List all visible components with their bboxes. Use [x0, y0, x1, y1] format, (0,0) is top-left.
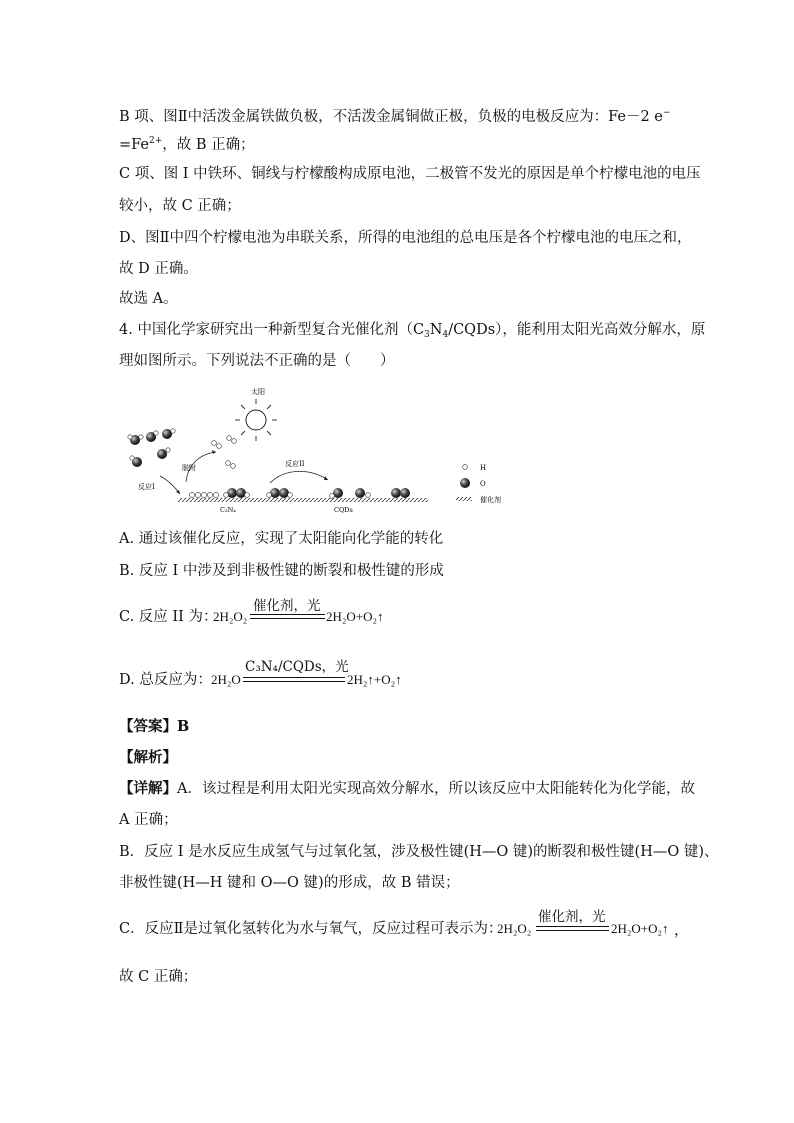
line-c2: 较小，故 C 正确； — [119, 198, 241, 214]
analysis-c-line1: C．反应Ⅱ是过氧化氢转化为水与氧气，反应过程可表示为： — [119, 921, 503, 937]
h2o2-on-c3n4 — [224, 488, 293, 498]
analysis-b-line2: 非极性键(H—H 键和 O—O 键)的形成，故 B 错误； — [119, 875, 460, 891]
line-e1: 故选 A。 — [119, 291, 178, 307]
option-c: C. 反应 II 为： — [119, 609, 218, 625]
eq-x-arrow — [536, 926, 609, 931]
eq-c-condition: 催化剂，光 — [253, 598, 321, 614]
desorb-label: 脱附 — [182, 464, 196, 472]
eq-c-arrow — [250, 614, 325, 619]
eq-d-left: 2H₂O — [211, 672, 241, 687]
question-4-line2: 理如图所示。下列说法不正确的是（ ） — [119, 353, 395, 369]
eq-d-arrow — [243, 677, 345, 682]
eq-d-condition: C₃N₄/CQDs，光 — [245, 659, 349, 675]
catalyst-surface — [178, 498, 428, 502]
line-d2: 故 D 正确。 — [119, 261, 198, 277]
line-d1: D、图Ⅱ中四个柠檬电池为串联关系，所得的电池组的总电压是各个柠檬电池的电压之和， — [119, 230, 692, 246]
reaction-2-label: 反应II — [285, 460, 305, 468]
cqds-label: CQDs — [334, 506, 353, 514]
option-a: A. 通过该催化反应，实现了太阳能向化学能的转化 — [119, 531, 444, 547]
photocatalysis-diagram — [120, 380, 540, 520]
analysis-heading: 【解析】 — [119, 749, 177, 766]
line-b2: $=Fe^{2+}$，故 B 正确； — [119, 136, 255, 153]
svg-text:H: H — [480, 464, 487, 472]
line-c1: C 项、图 I 中铁环、铜线与柠檬酸构成原电池，二极管不发光的原因是单个柠檬电池的电压 — [119, 166, 701, 182]
products-on-cqds — [330, 488, 410, 498]
analysis-a-line2: A 正确； — [119, 812, 178, 828]
c3n4-label: C₃N₄ — [220, 506, 236, 514]
option-d: D. 总反应为： — [119, 672, 212, 688]
svg-text:催化剂: 催化剂 — [480, 496, 501, 504]
eq-x-tail: ， — [674, 923, 689, 939]
eq-c-left: 2H₂O₂ — [213, 609, 248, 624]
eq-d-right: 2H₂↑+O₂↑ — [347, 672, 402, 687]
answer: 【答案】B — [119, 718, 190, 735]
reaction-1-label: 反应I — [138, 483, 155, 491]
question-4-line1: 4. 中国化学家研究出一种新型复合光催化剂$(C_3N_4/CQDs)$，能利用太阳光高效分解水，原 — [119, 322, 706, 340]
eq-x-condition: 催化剂，光 — [538, 909, 606, 925]
analysis-a-line1: 【详解】A．该过程是利用太阳光实现高效分解水，所以该反应中太阳能转化为化学能，故 — [119, 780, 695, 797]
eq-c-right: 2H₂O+O₂↑ — [326, 609, 384, 624]
line-b1: B 项、图Ⅱ中活泼金属铁做负极，不活泼金属铜做正极，负极的电极反应为：Fe－2 e− — [119, 108, 671, 125]
sun-icon — [235, 399, 277, 441]
eq-x-right: 2H₂O+O₂↑ — [611, 921, 669, 936]
sun-label: 太阳 — [251, 388, 265, 396]
analysis-c-line2: 故 C 正确； — [119, 969, 198, 985]
eq-x-left: 2H₂O₂ — [497, 921, 532, 936]
option-b: B. 反应 I 中涉及到非极性键的断裂和极性键的形成 — [119, 563, 444, 579]
svg-text:O: O — [480, 480, 486, 488]
analysis-b-line1: B．反应 I 是水反应生成氢气与过氧化氢，涉及极性键(H—O 键)的断裂和极性键(H—O 键)、 — [119, 844, 719, 860]
water-molecules — [128, 429, 175, 467]
legend — [456, 464, 501, 504]
